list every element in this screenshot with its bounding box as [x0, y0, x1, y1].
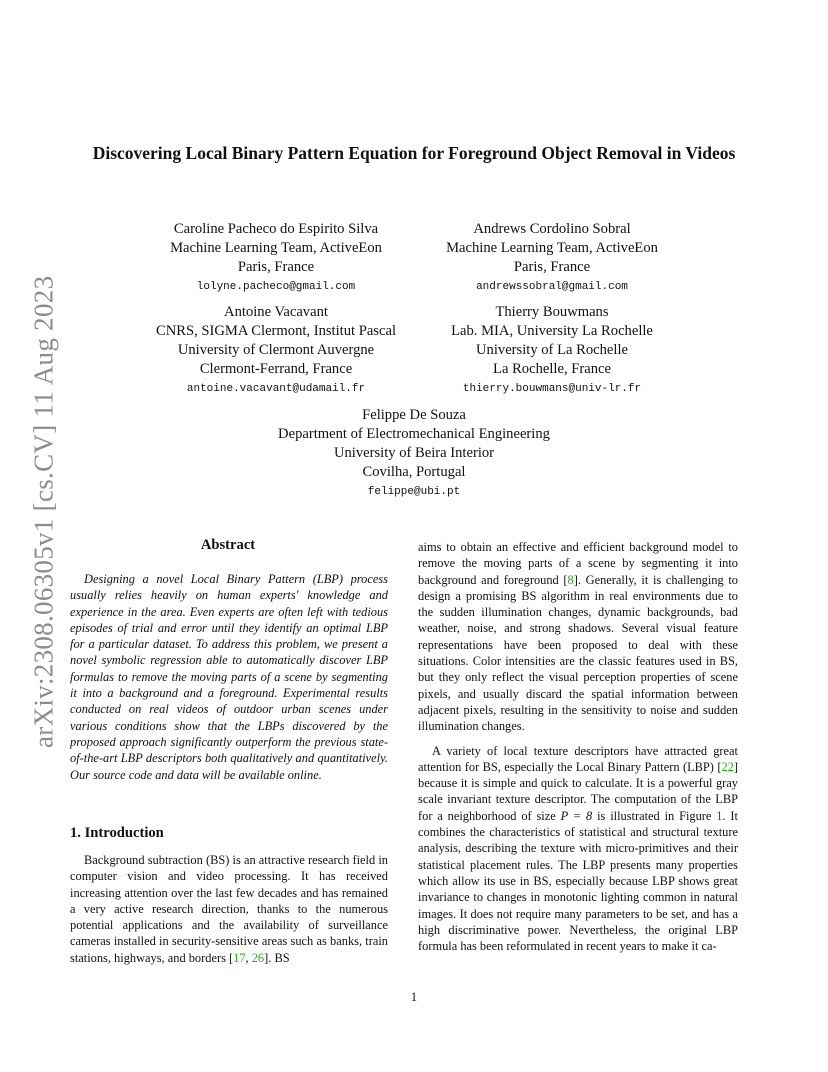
paragraph-text: aims to obtain an effective and efficient background model to remove the moving parts of a scene by segmenting it into background and foreground	[418, 540, 738, 587]
author-location: La Rochelle, France	[493, 361, 611, 377]
citation-link[interactable]: 8	[567, 572, 574, 587]
author-block	[134, 220, 418, 297]
right-column	[418, 539, 738, 954]
paragraph-text: Background subtraction (BS) is an attractive research field in computer vision and video processing. It has received increasing attention over the last few decades and has remained a very active research direction, thanks to the numerous potential applications and the availability of surveillance cameras installed in security-sensitive areas such as banks, train stations, highways, and borders	[70, 853, 388, 965]
author-email[interactable]: antoine.vacavant@udamail.fr	[186, 383, 366, 395]
author-name: Felippe De Souza	[362, 407, 466, 423]
paragraph-text: A variety of local texture descriptors have attracted great attention for BS, especially the Local Binary Pattern (LBP)	[418, 743, 738, 774]
arxiv-stamp: arXiv:2308.06305v1 [cs.CV] 11 Aug 2023	[28, 275, 59, 748]
author-name: Andrews Cordolino Sobral	[473, 221, 631, 237]
paper-title: Discovering Local Binary Pattern Equation for Foreground Object Removal in Videos	[92, 143, 736, 163]
author-location: Covilha, Portugal	[362, 464, 466, 480]
author-block	[410, 220, 694, 297]
page-number: 1	[410, 990, 418, 1004]
paragraph-text: is illustrated in Figure	[597, 808, 712, 823]
math-expression: P = 8	[560, 808, 593, 823]
paragraph: Background subtraction (BS) is an attractive research field in computer vision and video processing. It has received increasing attention over the last few decades and has remained a very active research direction, thanks to the numerous potential applications and the availability of surveillance cameras installed in security-sensitive areas such as banks, train stations, highways, and borders [17, 26]. BS	[70, 853, 388, 965]
author-location: Clermont-Ferrand, France	[199, 361, 353, 377]
author-block	[224, 406, 604, 502]
author-affiliation: University of Clermont Auvergne	[177, 342, 375, 358]
abstract-column	[70, 571, 388, 783]
paragraph: aims to obtain an effective and efficient background model to remove the moving parts of a scene by segmenting it into background and foreground [8]. Generally, it is challenging to design a promising BS algorithm in real environments due to the sudden illumination changes, dynamic backgrounds, bad weather, noise, and strong shadows. Several visual feature representations have been proposed to deal with these situations. Color intensities are the classic features used in BS, but they only reflect the visual perception properties of scene pixels, and usually discard the spatial information between adjacent pixels, resulting in the sensitivity to noise and sudden illumination changes.	[418, 540, 738, 734]
author-block	[410, 303, 694, 399]
abstract-text: Designing a novel Local Binary Pattern (LBP) process usually relies heavily on human experts' knowledge and experience in the area. Even experts are often left with tedious episodes of trial and error until they identify an optimal LBP for a particular dataset. To address this problem, we present a novel symbolic regression able to automatically discover LBP formulas to remove the moving parts of a scene by segmenting it into a background and a foreground. Experimental results conducted on real videos of outdoor urban scenes under various conditions show that the LBPs discovered by the proposed approach significantly outperform the previous state-of-the-art LBP descriptors both qualitatively and quantitatively. Our source code and data will be available online.	[70, 572, 388, 782]
author-name: Caroline Pacheco do Espirito Silva	[173, 221, 379, 237]
citation-link[interactable]: 26	[251, 950, 265, 965]
citation-link[interactable]: 17	[233, 950, 246, 965]
author-affiliation: CNRS, SIGMA Clermont, Institut Pascal	[156, 323, 396, 339]
author-affiliation: University of La Rochelle	[476, 342, 628, 358]
author-location: Paris, France	[513, 259, 591, 275]
paragraph-text: . It combines the characteristics of statistical and structural texture analysis, describing the texture with micro-primitives and their statistical placement rules. The LBP presents many properties which allow its use in BS, especially because LBP shows great invariance to changes in monotonic lighting common in natural images. It does not require many parameters to be set, and has a high discriminative power. Nevertheless, the original LBP formula has been reformulated in recent years to make it ca-	[418, 808, 738, 954]
figure-link[interactable]: 1	[716, 808, 723, 823]
author-name: Thierry Bouwmans	[495, 304, 609, 320]
intro-column	[70, 852, 388, 966]
author-email[interactable]: andrewssobral@gmail.com	[476, 281, 628, 293]
author-block	[129, 303, 423, 399]
paragraph-text: because it is simple and quick to calculate. It is a powerful gray scale invariant texture descriptor. The computation of the LBP for a neighborhood of size	[418, 776, 738, 823]
paragraph-text: . Generally, it is challenging to design a promising BS algorithm in real environments due to the sudden illumination changes, dynamic backgrounds, bad weather, noise, and strong shadows. Several visual feature representations have been proposed to deal with these situations. Color intensities are the classic features used in BS, but they only reflect the visual perception properties of scene pixels, and usually discard the spatial information between adjacent pixels, resulting in the sensitivity to noise and sudden illumination changes.	[418, 572, 738, 734]
paragraph: A variety of local texture descriptors have attracted great attention for BS, especially the Local Binary Pattern (LBP) [22] because it is simple and quick to calculate. It is a powerful gray scale invariant texture descriptor. The computation of the LBP for a neighborhood of size P = 8 is illustrated in Figure 1. It combines the characteristics of statistical and structural texture analysis, describing the texture with micro-primitives and their statistical placement rules. The LBP presents many properties which allow its use in BS, especially because LBP shows great invariance to changes in monotonic lighting common in natural images. It does not require many parameters to be set, and has a high discriminative power. Nevertheless, the original LBP formula has been reformulated in recent years to make it ca-	[418, 743, 738, 954]
author-affiliation: Lab. MIA, University La Rochelle	[451, 323, 653, 339]
author-email[interactable]: felippe@ubi.pt	[367, 486, 461, 498]
author-location: Paris, France	[237, 259, 315, 275]
paragraph-text: BS	[274, 950, 290, 965]
author-affiliation: Machine Learning Team, ActiveEon	[170, 240, 382, 256]
author-affiliation: Department of Electromechanical Engineering	[278, 426, 550, 442]
author-name: Antoine Vacavant	[224, 304, 328, 320]
author-email[interactable]: thierry.bouwmans@univ-lr.fr	[462, 383, 642, 395]
citation-link[interactable]: 22	[721, 759, 734, 774]
section-heading: 1. Introduction	[70, 825, 164, 841]
author-affiliation: Machine Learning Team, ActiveEon	[446, 240, 658, 256]
author-affiliation: University of Beira Interior	[333, 445, 495, 461]
abstract-heading: Abstract	[200, 537, 256, 553]
author-email[interactable]: lolyne.pacheco@gmail.com	[196, 281, 356, 293]
